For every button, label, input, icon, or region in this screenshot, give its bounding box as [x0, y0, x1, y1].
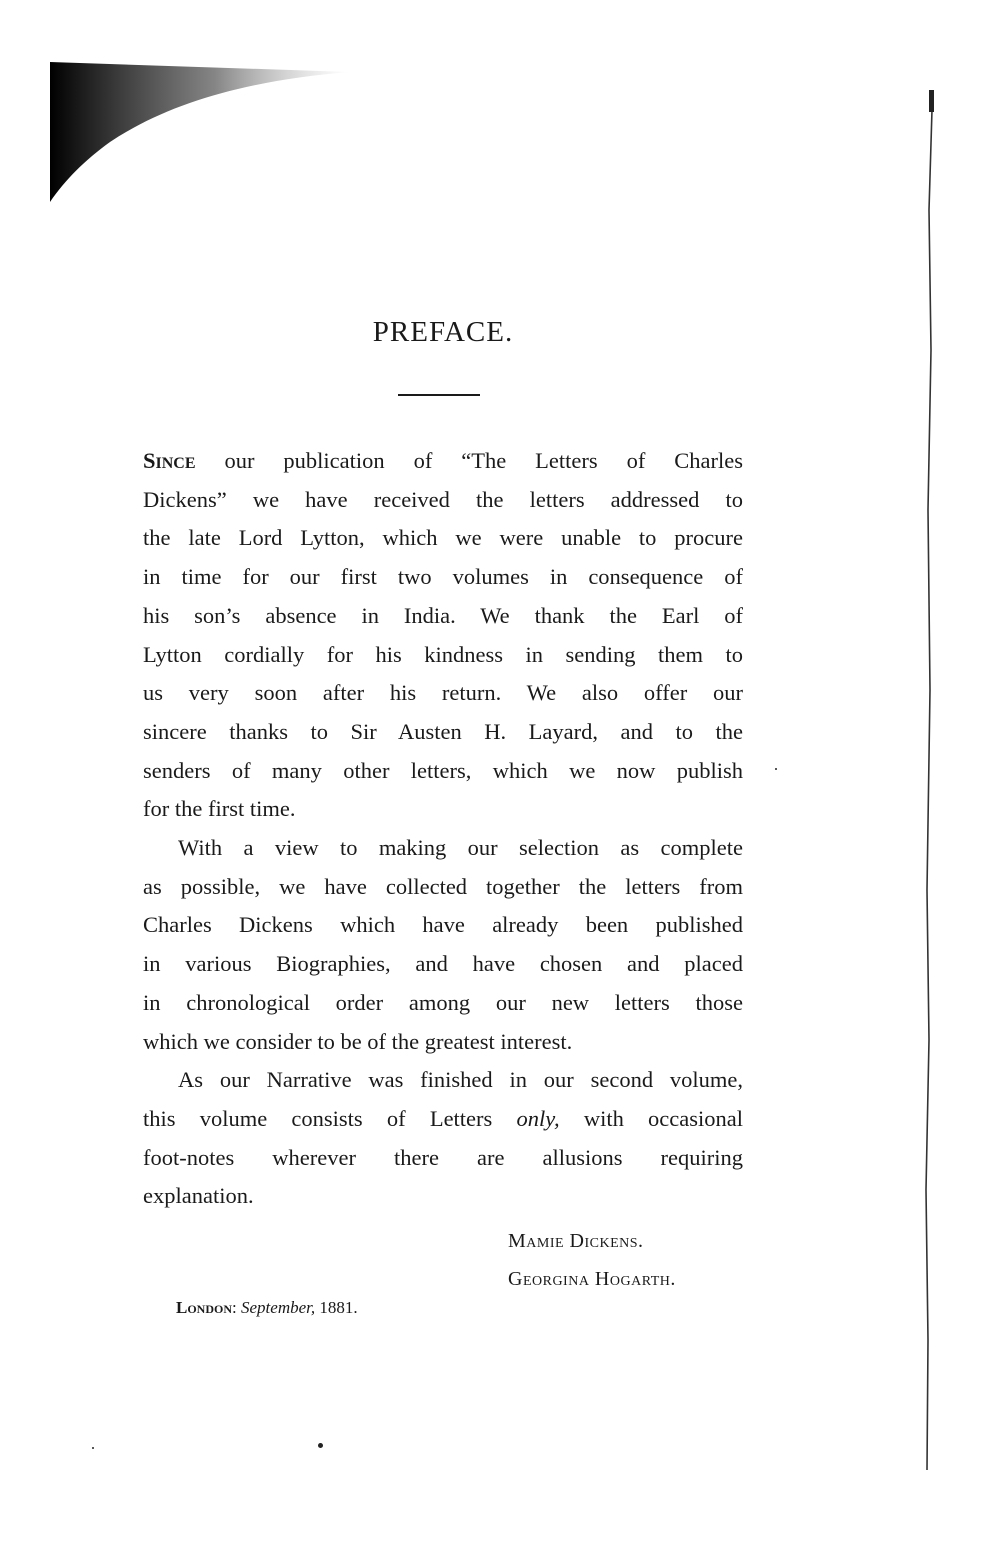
text-line: foot-notes wherever there are allusions requiring — [143, 1144, 743, 1170]
text-line: for the first time. — [143, 796, 296, 822]
text-line: as possible, we have collected together the letters from — [143, 873, 743, 899]
text-line: Lytton cordially for his kindness in sending them to — [143, 641, 743, 667]
scan-edge-line — [924, 90, 938, 1470]
text-line: Dickens” we have received the letters addressed to — [143, 486, 743, 512]
text-line: in various Biographies, and have chosen and placed — [143, 951, 743, 977]
text-line: sincere thanks to Sir Austen H. Layard, and to the — [143, 718, 743, 744]
scan-speck — [92, 1447, 94, 1449]
text-line: With a view to making our selection as complete — [178, 835, 743, 861]
signature-mamie-dickens: Mamie Dickens. — [508, 1230, 644, 1252]
text-line: Since our publication of “The Letters of Charles — [143, 448, 743, 473]
dateline — [176, 1298, 358, 1318]
text-line: which we consider to be of the greatest interest. — [143, 1028, 573, 1054]
scan-speck — [318, 1443, 323, 1448]
page-title: PREFACE. — [372, 316, 514, 348]
lead-word: Since — [143, 448, 196, 473]
text-line: Charles Dickens which have already been published — [143, 912, 743, 938]
text-line: this volume consists of Letters only, with occasional — [143, 1105, 743, 1131]
paragraph-2 — [143, 829, 743, 1061]
dateline-year: 1881. — [315, 1298, 358, 1317]
text-line: the late Lord Lytton, which we were unable to procure — [143, 525, 743, 551]
scan-corner-shadow — [50, 62, 350, 202]
text-line: senders of many other letters, which we now publish — [143, 757, 743, 783]
text-line: As our Narrative was finished in our second volume, — [178, 1067, 743, 1093]
preface-body — [143, 442, 743, 1216]
scan-speck — [775, 768, 777, 770]
paragraph-1 — [143, 442, 743, 829]
signatures — [508, 1222, 676, 1298]
title-rule — [398, 394, 480, 396]
text-line: in time for our first two volumes in consequence of — [143, 564, 743, 590]
text-line: his son’s absence in India. We thank the Earl of — [143, 602, 743, 628]
dateline-place: London — [176, 1298, 233, 1317]
text-line: explanation. — [143, 1183, 254, 1209]
dateline-month: September, — [241, 1298, 316, 1317]
emphasis: only, — [516, 1105, 560, 1131]
dateline-separator: : — [232, 1298, 241, 1317]
text-line: in chronological order among our new letters those — [143, 989, 743, 1015]
text-line: us very soon after his return. We also offer our — [143, 680, 743, 706]
paragraph-3 — [143, 1061, 743, 1216]
signature-georgina-hogarth: Georgina Hogarth. — [508, 1268, 676, 1290]
